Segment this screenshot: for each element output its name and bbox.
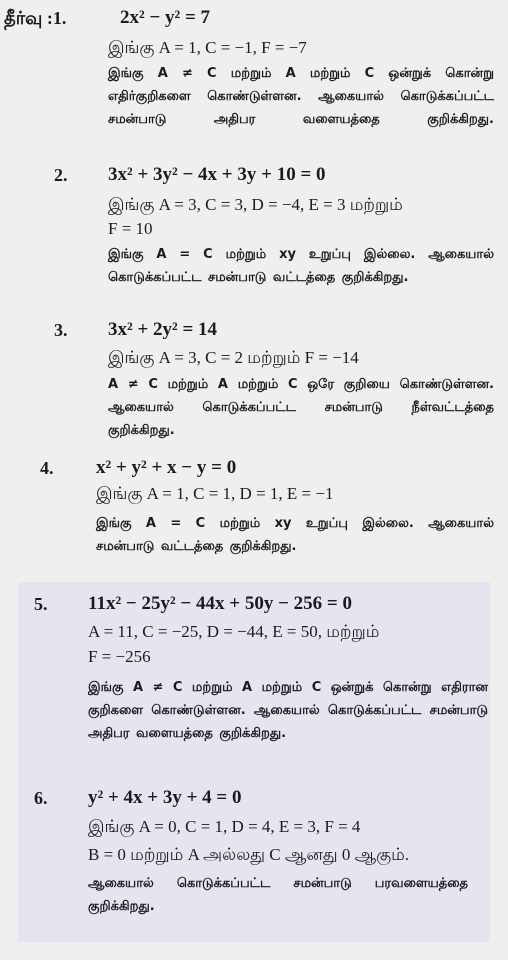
item-number-4: 4.: [40, 458, 54, 478]
item-number-5: 5.: [34, 594, 48, 614]
explanation-1: இங்கு A ≠ C மற்றும் A மற்றும் C ஒன்றுக் கொன்று எதிர்குறிகளை கொண்டுள்ளன. ஆகையால் கொடுக்கப்பட்ட சமன்பாடு அதிபர வளையத்தை குறிக்கிறது.: [108, 66, 494, 127]
explanation-3: A ≠ C மற்றும் A மற்றும் C ஒரே குறியை கொண்டுள்ளன. ஆகையால் கொடுக்கப்பட்ட சமன்பாடு நீள்வட்டத்தை குறிக்கிறது.: [108, 377, 494, 438]
given-1: இங்கு A = 1, C = −1, F = −7: [108, 38, 307, 57]
given-2: இங்கு A = 3, C = 3, D = −4, E = 3 மற்றும்: [108, 195, 403, 214]
equation-1: 2x² − y² = 7: [120, 7, 211, 28]
explanation-2: இங்கு A = C மற்றும் xy உறுப்பு இல்லை. ஆகையால் கொடுக்கப்பட்ட சமன்பாடு வட்டத்தை குறிக்கிறது.: [108, 247, 494, 285]
item-number-2: 2.: [54, 165, 68, 185]
given-6: இங்கு A = 0, C = 1, D = 4, E = 3, F = 4: [88, 817, 361, 836]
solution-label: தீர்வு :1.: [4, 8, 67, 28]
given-4: இங்கு A = 1, C = 1, D = 1, E = −1: [96, 484, 334, 503]
explanation-5: இங்கு A ≠ C மற்றும் A மற்றும் C ஒன்றுக் கொன்று எதிரான குறிகளை கொண்டுள்ளன. ஆகையால் கொடுக்கப்பட்ட சமன்பாடு அதிபர வளையத்தை குறிக்கிறது.: [88, 680, 488, 741]
item-number-6: 6.: [34, 788, 48, 808]
given-2b: F = 10: [108, 219, 153, 238]
given-5b: F = −256: [88, 647, 151, 666]
given-5: A = 11, C = −25, D = −44, E = 50, மற்றும்: [88, 622, 380, 641]
equation-6: y² + 4x + 3y + 4 = 0: [88, 787, 242, 808]
equation-5: 11x² − 25y² − 44x + 50y − 256 = 0: [88, 593, 352, 614]
item-number-3: 3.: [54, 320, 68, 340]
equation-4: x² + y² + x − y = 0: [96, 457, 237, 478]
given-3: இங்கு A = 3, C = 2 மற்றும் F = −14: [108, 348, 359, 367]
explanation-4: இங்கு A = C மற்றும் xy உறுப்பு இல்லை. ஆகையால் சமன்பாடு வட்டத்தை குறிக்கிறது.: [96, 516, 494, 554]
equation-2: 3x² + 3y² − 4x + 3y + 10 = 0: [108, 164, 326, 185]
given-6b: B = 0 மற்றும் A அல்லது C ஆனது 0 ஆகும்.: [88, 845, 410, 864]
explanation-6: ஆகையால் கொடுக்கப்பட்ட சமன்பாடு பரவளையத்தை குறிக்கிறது.: [88, 876, 468, 914]
equation-3: 3x² + 2y² = 14: [108, 319, 218, 340]
